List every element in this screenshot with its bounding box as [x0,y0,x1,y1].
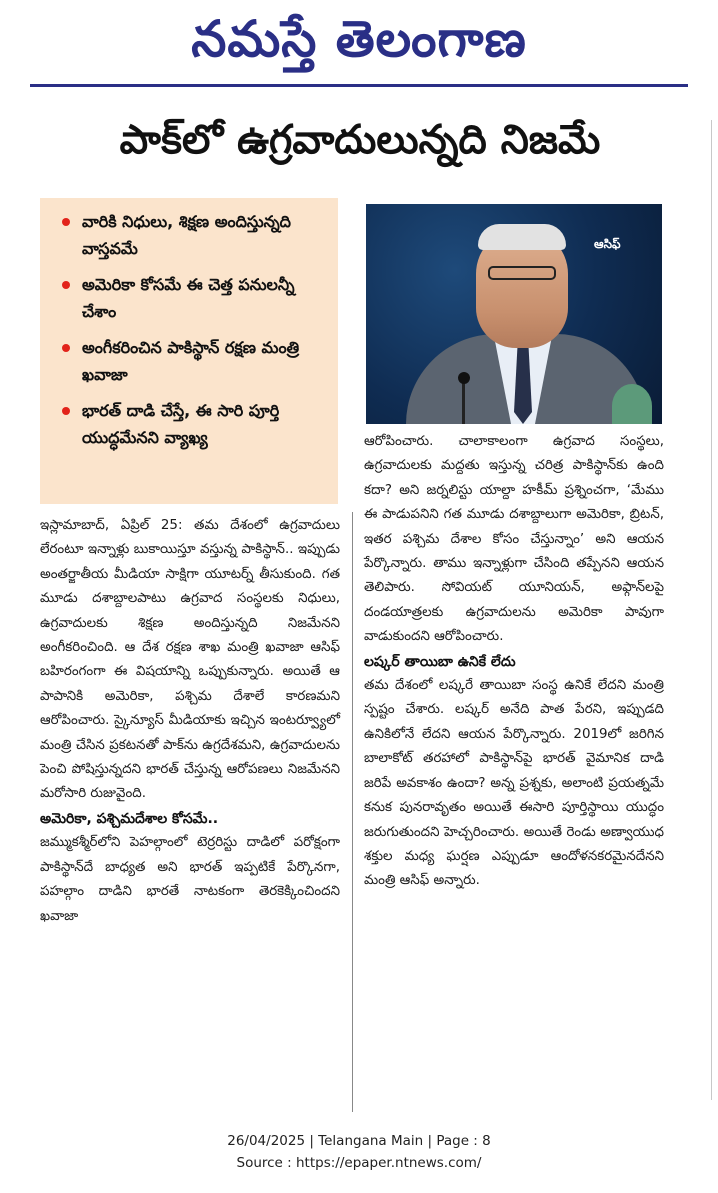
highlight-text: అంగీకరించిన పాకిస్థాన్‌ రక్షణ మంత్రి ఖవాజా [82,338,300,384]
plant-decor [612,384,652,424]
subheading: అమెరికా, పశ్చిమదేశాల కోసమే.. [40,810,219,827]
article-paragraph: తమ దేశంలో లష్కరే తాయిబా సంస్థ ఉనికే లేదని మంత్రి స్పష్టం చేశారు. లష్కర్‌ అనేది పాత పేరని, ఇప్పుడది ఉనికిలోనే లేదని ఆయన పేర్కొన్నారు. 2019లో జరిగిన బాలాకోట్‌ తరహాలో పాకిస్థాన్‌పై భారత్‌ వైమానిక దాడి జరిపే అవకాశం ఉందా? అన్న ప్రశ్నకు, అలాంటి ప్రయత్నమే కనుక పునరావృతం అయితే ఈసారి పూర్తిస్థాయి యుద్ధం జరుగుతుందని హెచ్చరించారు. అయితే రెండు అణ్వాయుధ శక్తుల మధ్య ఘర్షణ ఎప్పుడూ ఆందోళనకరమైనదేనని మంత్రి ఆసిఫ్‌ అన్నారు. [364,678,664,889]
highlight-item [62,208,328,262]
page-edge-divider [711,120,712,1100]
bullet-icon [62,218,70,226]
article-column-right-top [364,430,664,894]
article-paragraph: ఇస్లామాబాద్‌, ఏప్రిల్‌ 25: తమ దేశంలో ఉగ్రవాదులు లేరంటూ ఇన్నాళ్లు బుకాయిస్తూ వస్తున్న పాకిస్థాన్‌.. ఇప్పుడు అంతర్జాతీయ మీడియా సాక్షిగా యూటర్న్‌ తీసుకుంది. గత మూడు దశాబ్దాలపాటు ఉగ్రవాద సంస్థలకు నిధులు, ఉగ్రవాదులకు శిక్షణ అందిస్తున్నది నిజమేనని అంగీకరించింది. ఆ దేశ రక్షణ శాఖ మంత్రి ఖవాజా ఆసిఫ్‌ బహిరంగంగా ఈ విషయాన్ని ఒప్పుకున్నారు. అయితే ఆ పాపానికి అమెరికా, పశ్చిమ దేశాలే కారణమని ఆరోపించారు. స్కైన్యూస్‌ మీడియాకు ఇచ్చిన ఇంటర్వ్యూలో మంత్రి చేసిన ప్రకటనతో పాక్‌ను ఉగ్రదేశమని, ఉగ్రవాదులను పెంచి పోషిస్తున్నదని భారత్‌ చేస్తున్న ఆరోపణలు నిజమేనని మరోసారి రుజువైంది. [40,518,340,802]
microphone-stand [462,382,465,424]
article-paragraph: జమ్ముకశ్మీర్‌లోని పెహల్గాంలో టెర్రరిస్టు దాడిలో పరోక్షంగా పాకిస్థాన్‌దే బాధ్యత అని భారత్‌ ఇప్పటికే పేర్కొనగా, పహల్గాం దాడిని భారతే నాటకంగా తెరకెక్కించిందని ఖవాజా [40,835,340,924]
highlight-item [62,397,328,451]
photo-hair [478,224,566,250]
subheading: లష్కర్‌ తాయిబా ఉనికే లేదు [364,653,516,670]
bullet-icon [62,407,70,415]
bullet-icon [62,281,70,289]
masthead-rule [30,84,688,87]
bullet-icon [62,344,70,352]
footer-source-line: Source : https://epaper.ntnews.com/ [236,1155,482,1171]
highlight-text: వారికి నిధులు, శిక్షణ అందిస్తున్నది వాస్తవమే [82,212,291,258]
highlight-text: అమెరికా కోసమే ఈ చెత్త పనులన్నీ చేశాం [82,275,295,321]
column-divider [352,512,353,1112]
masthead: నమస్తే తెలంగాణ [191,9,527,68]
highlight-item [62,334,328,388]
footer-date-line: 26/04/2025 | Telangana Main | Page : 8 [227,1133,491,1149]
article-column-left [40,514,340,929]
highlight-item [62,271,328,325]
photo-glasses [488,266,556,280]
photo-caption: ఆసిఫ్‌ [594,237,621,251]
highlight-text: భారత్‌ దాడి చేస్తే, ఈ సారి పూర్తి యుద్ధమేనని వ్యాఖ్య [82,401,280,447]
highlights-box [40,198,338,504]
microphone-icon [458,372,470,384]
article-paragraph: ఆరోపించారు. చాలాకాలంగా ఉగ్రవాద సంస్థలు, ఉగ్రవాదులకు మద్దతు ఇస్తున్న చరిత్ర పాకిస్థాన్‌కు ఉంది కదా? అని జర్నలిస్టు యాల్దా హకీమ్‌ ప్రశ్నించగా, ‘మేము ఈ పాడుపనిని గత మూడు దశాబ్దాలుగా అమెరికా, బ్రిటన్‌, ఇతర పశ్చిమ దేశాల కోసం చేస్తున్నాం’ అని ఆయన పేర్కొన్నారు. తాము ఇన్నాళ్లుగా చేసింది తప్పేనని ఆయన తెలిపారు. సోవియట్‌ యూనియన్‌, అఫ్గాన్‌లపై దండయాత్రలకు ఉగ్రవాదులను అమెరికా పావుగా వాడుకుందని ఆరోపించారు. [364,434,664,645]
headline: పాక్‌లో ఉగ్రవాదులున్నది నిజమే [119,117,601,163]
